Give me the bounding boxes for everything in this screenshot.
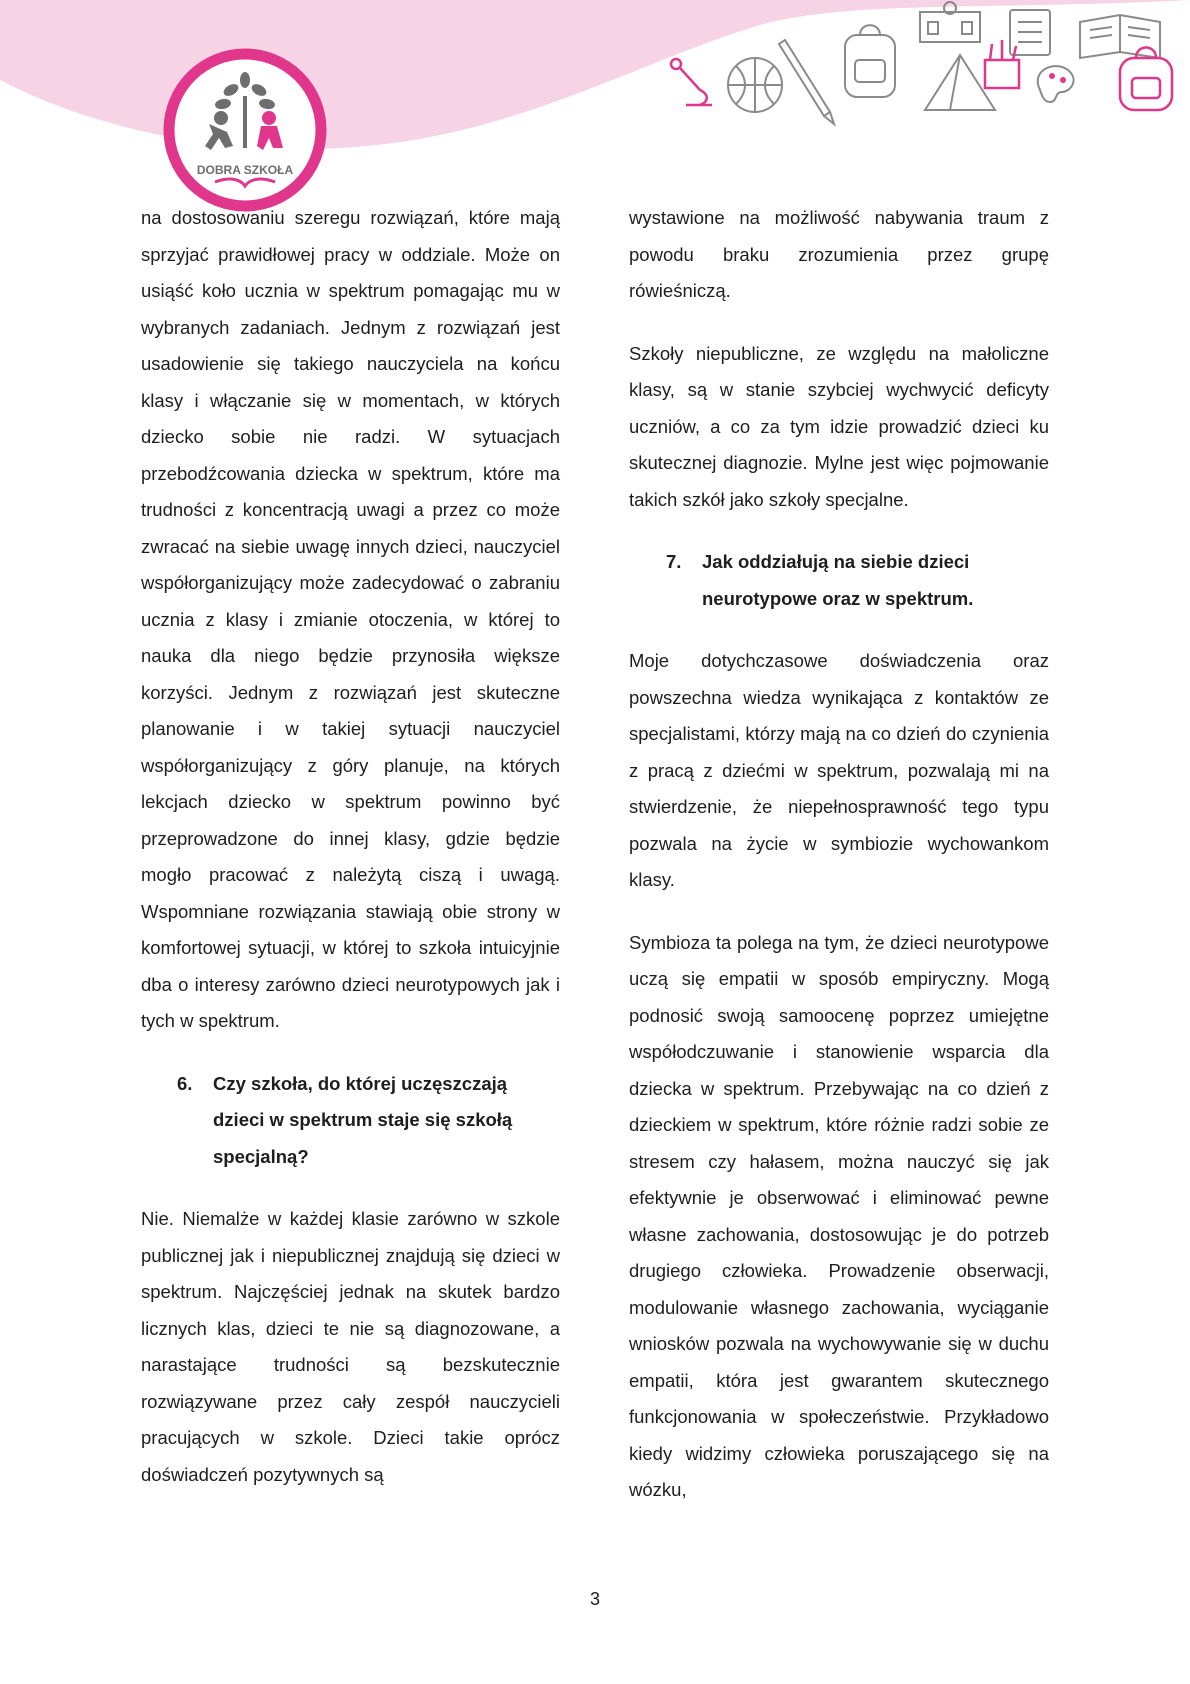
section-heading-6 xyxy=(141,1066,560,1176)
heading-number: 7. xyxy=(666,551,682,572)
microscope-icon xyxy=(671,59,712,105)
logo-label: DOBRA SZKOŁA xyxy=(196,163,294,177)
pencil-cup-icon xyxy=(985,40,1019,88)
paragraph: na dostosowaniu szeregu rozwiązań, które mają sprzyjać prawidłowej pracy w oddziale. Może on usiąść koło ucznia w spektrum pomagając mu w wybranych zadaniach. Jednym z rozwiązań jest usadowienie się takiego nauczyciela na końcu klasy i włączanie się w momentach, w których dziecko sobie nie radzi. W sytuacjach przebodźcowania dziecka w spektrum, które ma trudności z koncentracją uwagi a przez co może zwracać na siebie uwagę innych dzieci, nauczyciel współorganizujący może zadecydować o zabraniu ucznia z klasy i zmianie otoczenia, w której to nauka dla niego będzie przynosiła większe korzyści. Jednym z rozwiązań jest skuteczne planowanie i w takiej sytuacji nauczyciel współorganizujący z góry planuje, na których lekcjach dziecko w spektrum powinno być przeprowadzone do innej klasy, gdzie będzie mogło pracować z należytą ciszą i uwagą. Wspomniane rozwiązania stawiają obie strony w komfortowej sytuacji, w której to szkoła intuicyjnie dba o interesy zarówno dzieci neurotypowych jak i tych w spektrum. xyxy=(141,207,560,1031)
section-heading-7 xyxy=(629,544,1049,617)
paint-palette-icon xyxy=(1038,66,1074,102)
page-number: 3 xyxy=(589,1589,600,1609)
book-icon xyxy=(1080,15,1160,58)
dobra-szkola-logo xyxy=(161,46,329,214)
heading-text: Czy szkoła, do której uczęszczają dzieci w spektrum staje się szkołą specjalną? xyxy=(213,1072,513,1167)
heading-number: 6. xyxy=(177,1072,193,1094)
backpack-icon xyxy=(845,25,895,97)
paragraph: Moje dotychczasowe doświadczenia oraz powszechna wiedza wynikająca z kontaktów ze specjalistami, którzy mają na co dzień do czynienia z pracą z dziećmi w spektrum, pozwalają mi na stwierdzenie, że niepełnosprawność tego typu pozwala na życie w symbiozie wychowankom klasy. xyxy=(629,650,1049,890)
left-column xyxy=(141,200,560,1519)
paragraph: Szkoły niepubliczne, ze względu na małoliczne klasy, są w stanie szybciej wychwycić deficyty uczniów, a co za tym idzie prowadzić dzieci ku skutecznej diagnozie. Mylne jest więc pojmowanie takich szkół jako szkoły specjalne. xyxy=(629,342,1049,510)
school-bag-icon xyxy=(1120,48,1172,111)
pencil-icon xyxy=(779,40,834,124)
right-column xyxy=(629,200,1049,1535)
heading-text: Jak oddziałują na siebie dzieci neurotypowe oraz w spektrum. xyxy=(702,551,974,609)
basketball-icon xyxy=(728,58,782,112)
paragraph: wystawione na możliwość nabywania traum z powodu braku zrozumienia przez grupę rówieśniczą. xyxy=(629,207,1049,301)
school-building-icon xyxy=(920,2,980,42)
paragraph: Nie. Niemalże w każdej klasie zarówno w szkole publicznej jak i niepublicznej znajdują się dzieci w spektrum. Najczęściej jednak na skutek bardzo licznych klas, dzieci te nie są diagnozowane, a narastające trudności są bezskutecznie rozwiązywane przez cały zespół nauczycieli pracujących w szkole. Dzieci takie oprócz doświadczeń pozytywnych są xyxy=(141,1208,560,1485)
paragraph: Symbioza ta polega na tym, że dzieci neurotypowe uczą się empatii w sposób empiryczny. Mogą podnosić swoją samoocenę poprzez umiejętne współodczuwanie i stanowienie wsparcia dla dziecka w spektrum. Przebywając na co dzień z dzieckiem w spektrum, które różnie radzi sobie ze stresem czy hałasem, można nauczyć się jak efektywnie je obserwować i eliminować pewne własne zachowania, dostosowując je do potrzeb drugiego człowieka. Prowadzenie obserwacji, modulowanie własnego zachowania, wyciąganie wniosków pozwala na wychowywanie się w duchu empatii, która jest gwarantem skutecznego funkcjonowania w społeczeństwie. Przykładowo kiedy widzimy człowieka poruszającego się na wózku, xyxy=(629,931,1049,1500)
